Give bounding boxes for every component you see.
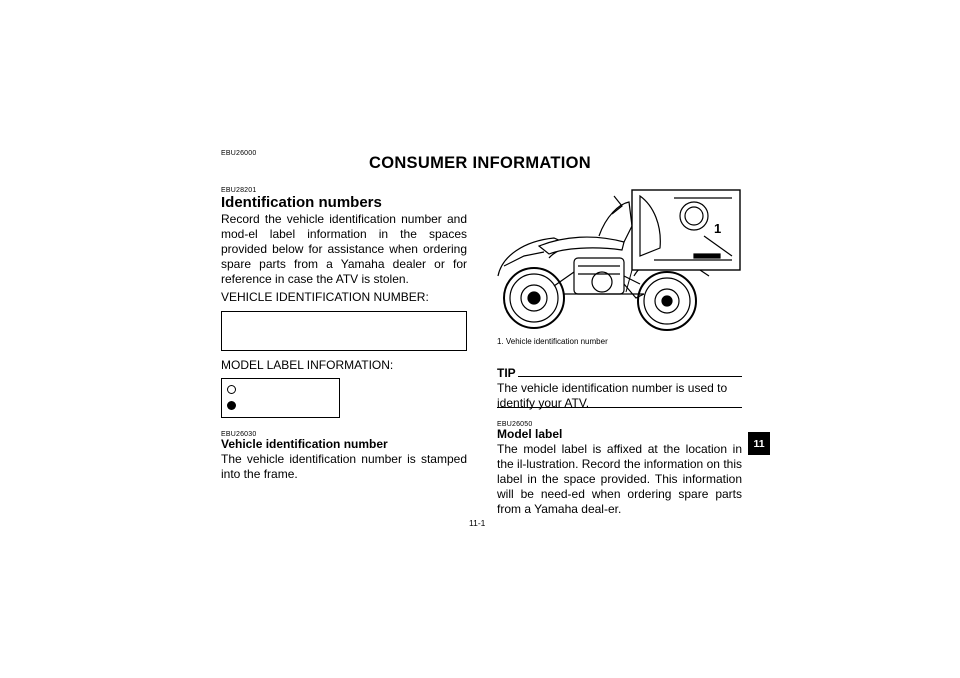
identification-heading: Identification numbers bbox=[221, 194, 382, 211]
identification-code: EBU28201 bbox=[221, 187, 257, 194]
tip-top-rule bbox=[518, 376, 742, 377]
identification-body: Record the vehicle identification number and mod-el label information in the spaces provided below for assistance when ordering spare parts from a Yamaha dealer or for reference in case the ATV is stolen. bbox=[221, 212, 467, 286]
page-number: 11-1 bbox=[469, 518, 486, 528]
page-title bbox=[0, 154, 960, 173]
tip-body: The vehicle identification number is used to identify your ATV. bbox=[497, 381, 728, 410]
atv-illustration bbox=[494, 186, 744, 336]
open-circle-icon bbox=[227, 385, 236, 394]
vin-section-heading: Vehicle identification number bbox=[221, 437, 388, 451]
vin-label: VEHICLE IDENTIFICATION NUMBER: bbox=[221, 290, 429, 304]
figure-callout-number: 1 bbox=[714, 221, 722, 236]
chapter-tab: 11 bbox=[748, 432, 770, 455]
model-section-heading: Model label bbox=[497, 427, 563, 441]
vin-section-body: The vehicle identification number is stamped into the frame. bbox=[221, 452, 467, 481]
model-label-record-box bbox=[221, 378, 340, 418]
tip-bottom-rule bbox=[497, 407, 742, 408]
model-section-code: EBU26050 bbox=[497, 421, 533, 428]
section-code: EBU26000 bbox=[221, 150, 257, 157]
model-section-body: The model label is affixed at the location in the il-lustration. Record the information on this label in the space provided. This information will be need-ed when ordering spare parts from a Yamaha deal-er. bbox=[497, 442, 742, 516]
filled-circle-icon bbox=[227, 401, 236, 410]
vin-record-box bbox=[221, 311, 467, 351]
page-title-text: CONSUMER INFORMATION bbox=[368, 154, 591, 172]
vin-section-code: EBU26030 bbox=[221, 431, 257, 438]
figure-caption: 1. Vehicle identification number bbox=[497, 337, 608, 346]
model-label-info-label: MODEL LABEL INFORMATION: bbox=[221, 358, 394, 372]
tip-label: TIP bbox=[497, 366, 516, 380]
tip-box bbox=[497, 366, 742, 411]
